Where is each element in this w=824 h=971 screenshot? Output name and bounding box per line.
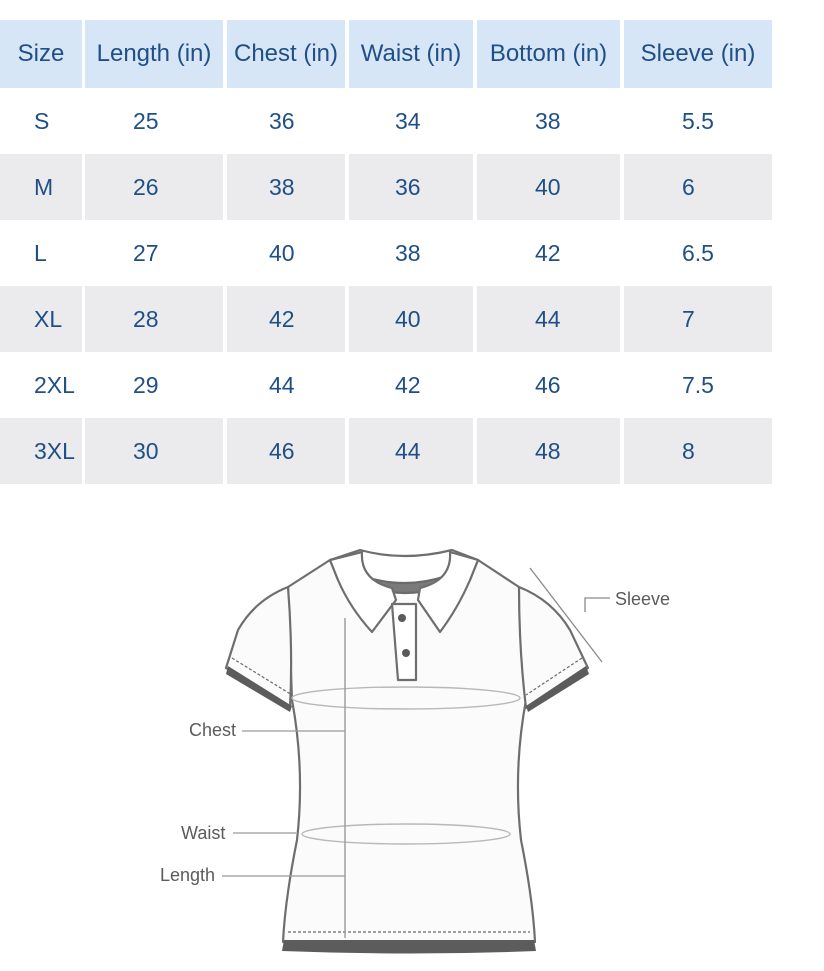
header-waist: Waist (in) [349,20,473,88]
cell-chest: 36 [269,107,295,134]
table-row [0,418,772,484]
header-bottom: Bottom (in) [477,20,620,88]
cell-size: XL [0,286,82,352]
sleeve-leader [585,598,610,612]
cell-chest: 42 [227,286,345,352]
cell-waist: 42 [395,371,421,398]
cell-bottom: 40 [477,154,620,220]
cell-sleeve: 7 [624,286,772,352]
cell-bottom: 42 [535,239,561,266]
hem-band [282,940,536,954]
cell-size: 2XL [34,371,75,398]
cell-bottom: 38 [535,107,561,134]
cell-length: 26 [85,154,223,220]
cell-length: 25 [133,107,159,134]
cell-chest: 46 [227,418,345,484]
button-top-icon [398,614,406,622]
sleeve-label: Sleeve [615,589,671,609]
cell-sleeve: 6 [624,154,772,220]
cell-chest: 44 [269,371,295,398]
cell-waist: 40 [349,286,473,352]
polo-shirt-diagram [0,540,824,971]
cell-waist: 38 [395,239,421,266]
table-row [0,88,772,154]
header-length: Length (in) [85,20,223,88]
button-bottom-icon [402,649,410,657]
cell-sleeve: 8 [624,418,772,484]
polo-shirt-illustration [0,540,824,971]
table-row [0,154,772,220]
cell-size: S [34,107,50,134]
table-row [0,220,772,286]
cell-waist: 44 [349,418,473,484]
table-row [0,286,772,352]
cell-bottom: 46 [535,371,561,398]
table-header-row [0,20,772,88]
cell-sleeve: 7.5 [682,371,714,398]
cell-length: 30 [85,418,223,484]
header-size: Size [0,20,82,88]
cell-length: 27 [133,239,159,266]
cell-chest: 40 [269,239,295,266]
cell-bottom: 44 [477,286,620,352]
cell-size: L [34,239,47,266]
cell-length: 29 [133,371,159,398]
cell-length: 28 [85,286,223,352]
waist-label: Waist [181,823,226,843]
cell-bottom: 48 [477,418,620,484]
cell-waist: 34 [395,107,421,134]
table-row [0,352,772,418]
cell-size: M [0,154,82,220]
length-label: Length [160,865,216,885]
cell-chest: 38 [227,154,345,220]
cell-waist: 36 [349,154,473,220]
cell-sleeve: 6.5 [682,239,714,266]
cell-sleeve: 5.5 [682,107,714,134]
header-chest: Chest (in) [227,20,345,88]
cell-size: 3XL [0,418,82,484]
header-sleeve: Sleeve (in) [624,20,772,88]
size-chart-table [0,20,772,484]
chest-label: Chest [189,720,237,740]
